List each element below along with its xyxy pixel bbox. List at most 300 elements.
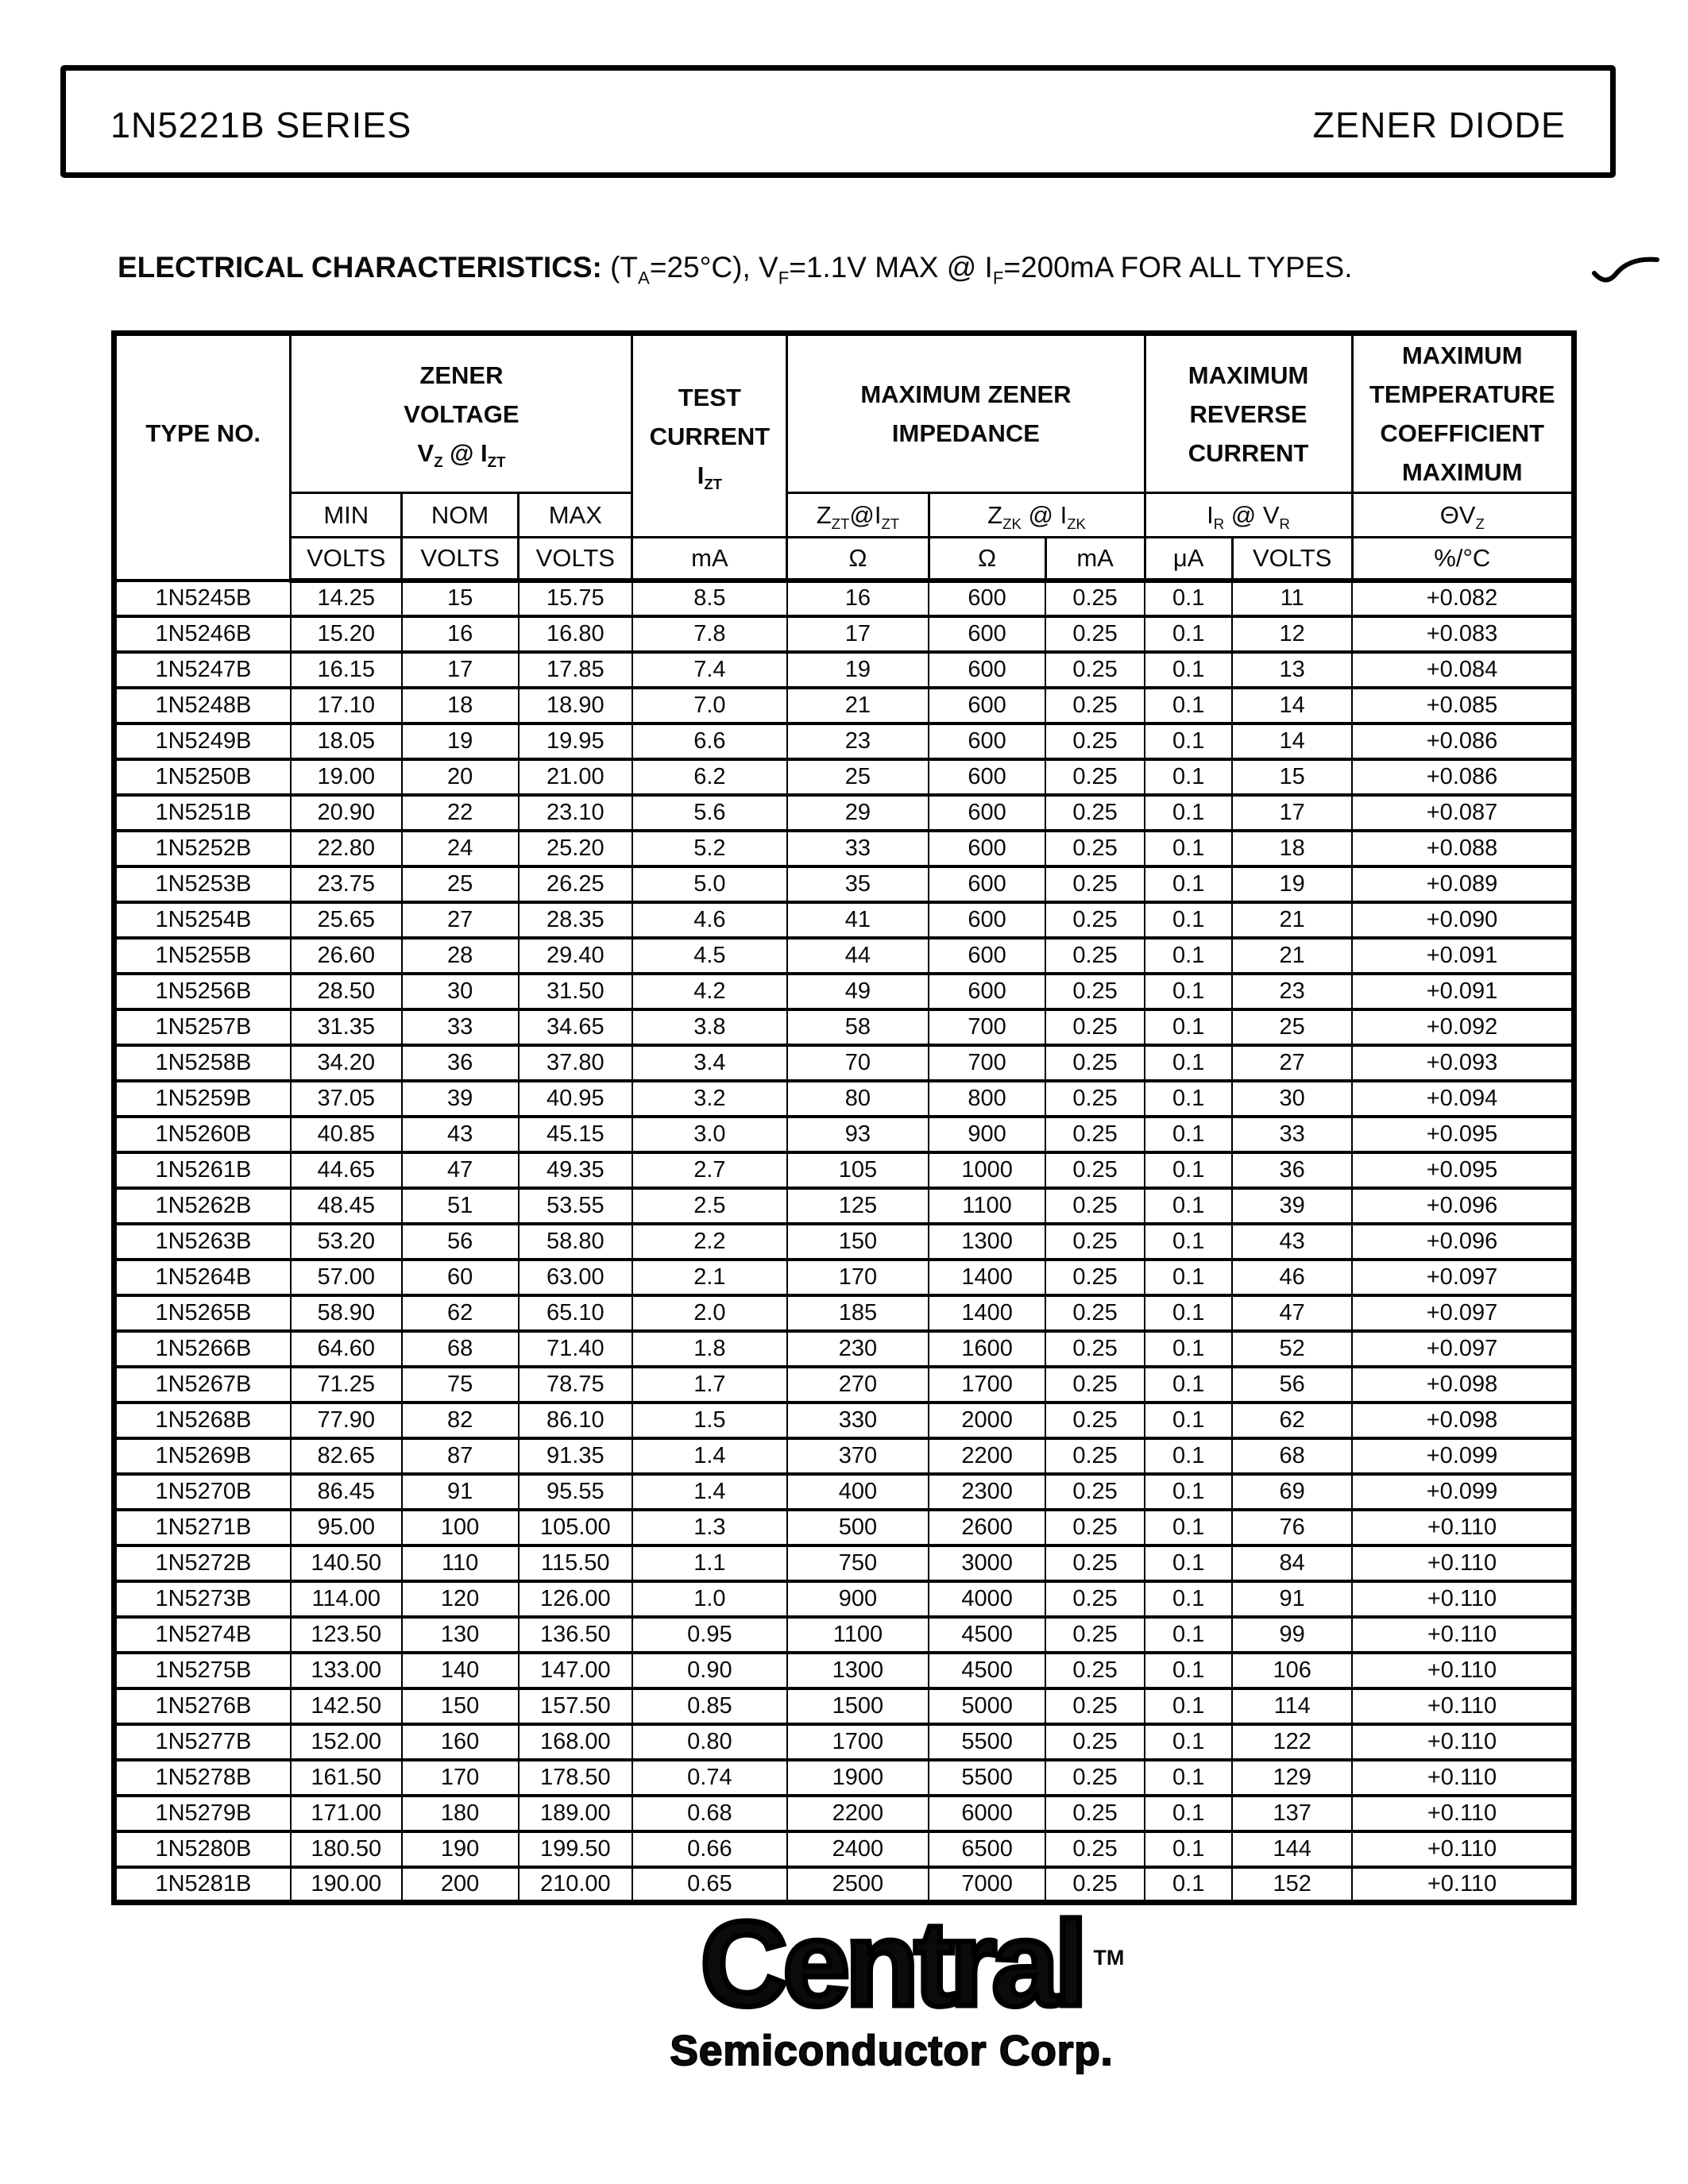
value-cell: +0.095 — [1352, 1117, 1574, 1152]
value-cell: 44 — [787, 938, 929, 974]
value-cell: 23.75 — [291, 866, 402, 902]
value-cell: 190 — [402, 1831, 519, 1867]
value-cell: 82 — [402, 1403, 519, 1438]
value-cell: 2400 — [787, 1831, 929, 1867]
table-row — [114, 1796, 1574, 1831]
value-cell: 0.25 — [1045, 1510, 1145, 1545]
value-cell: 3000 — [929, 1545, 1045, 1581]
trademark-symbol: TM — [1093, 1946, 1125, 1970]
value-cell: 230 — [787, 1331, 929, 1367]
value-cell: 110 — [402, 1545, 519, 1581]
value-cell: 68 — [1232, 1438, 1352, 1474]
value-cell: 600 — [929, 902, 1045, 938]
value-cell: 84 — [1232, 1545, 1352, 1581]
value-cell: 25 — [1232, 1009, 1352, 1045]
value-cell: 52 — [1232, 1331, 1352, 1367]
value-cell: 160 — [402, 1724, 519, 1760]
table-row — [114, 795, 1574, 831]
type-no-cell: 1N5281B — [114, 1867, 291, 1903]
value-cell: 129 — [1232, 1760, 1352, 1796]
table-row — [114, 1009, 1574, 1045]
logo-wordmark: Central TM — [700, 1897, 1125, 2032]
value-cell: 0.68 — [632, 1796, 787, 1831]
value-cell: 0.1 — [1145, 1581, 1232, 1617]
value-cell: 1400 — [929, 1295, 1045, 1331]
value-cell: 2.5 — [632, 1188, 787, 1224]
value-cell: +0.110 — [1352, 1581, 1574, 1617]
value-cell: +0.086 — [1352, 759, 1574, 795]
value-cell: 0.25 — [1045, 1045, 1145, 1081]
value-cell: 58.90 — [291, 1295, 402, 1331]
table-row — [114, 1617, 1574, 1653]
value-cell: 600 — [929, 938, 1045, 974]
value-cell: 2.7 — [632, 1152, 787, 1188]
value-cell: 0.25 — [1045, 1581, 1145, 1617]
type-no-cell: 1N5278B — [114, 1760, 291, 1796]
value-cell: 0.25 — [1045, 938, 1145, 974]
value-cell: 0.25 — [1045, 1260, 1145, 1295]
value-cell: +0.110 — [1352, 1831, 1574, 1867]
value-cell: 95.55 — [519, 1474, 632, 1510]
value-cell: 0.1 — [1145, 1796, 1232, 1831]
type-no-cell: 1N5272B — [114, 1545, 291, 1581]
table-row — [114, 1545, 1574, 1581]
value-cell: 190.00 — [291, 1867, 402, 1903]
value-cell: 7000 — [929, 1867, 1045, 1903]
value-cell: 0.1 — [1145, 1331, 1232, 1367]
value-cell: 11 — [1232, 581, 1352, 616]
value-cell: 7.0 — [632, 688, 787, 723]
type-no-cell: 1N5275B — [114, 1653, 291, 1688]
header-max-temp-coefficient: MAXIMUM TEMPERATURE COEFFICIENT MAXIMUM — [1352, 334, 1574, 493]
value-cell: 36 — [402, 1045, 519, 1081]
value-cell: 40.85 — [291, 1117, 402, 1152]
value-cell: 4000 — [929, 1581, 1045, 1617]
value-cell: +0.090 — [1352, 902, 1574, 938]
value-cell: 24 — [402, 831, 519, 866]
value-cell: 900 — [929, 1117, 1045, 1152]
table-row — [114, 1581, 1574, 1617]
value-cell: 4.5 — [632, 938, 787, 974]
value-cell: 2.1 — [632, 1260, 787, 1295]
value-cell: +0.089 — [1352, 866, 1574, 902]
value-cell: 29.40 — [519, 938, 632, 974]
value-cell: 14 — [1232, 723, 1352, 759]
value-cell: 21 — [1232, 938, 1352, 974]
value-cell: 600 — [929, 688, 1045, 723]
value-cell: 270 — [787, 1367, 929, 1403]
table-row — [114, 1367, 1574, 1403]
value-cell: +0.097 — [1352, 1295, 1574, 1331]
value-cell: 5.6 — [632, 795, 787, 831]
value-cell: 370 — [787, 1438, 929, 1474]
product-title: ZENER DIODE — [1312, 105, 1566, 145]
type-no-cell: 1N5261B — [114, 1152, 291, 1188]
table-row — [114, 1438, 1574, 1474]
value-cell: +0.096 — [1352, 1224, 1574, 1260]
value-cell: 4500 — [929, 1617, 1045, 1653]
value-cell: 600 — [929, 652, 1045, 688]
header-max-zener-impedance: MAXIMUM ZENER IMPEDANCE — [787, 334, 1145, 493]
value-cell: 28.35 — [519, 902, 632, 938]
value-cell: 23.10 — [519, 795, 632, 831]
value-cell: 37.05 — [291, 1081, 402, 1117]
value-cell: 0.25 — [1045, 831, 1145, 866]
value-cell: 4.2 — [632, 974, 787, 1009]
value-cell: 0.25 — [1045, 1295, 1145, 1331]
value-cell: +0.083 — [1352, 616, 1574, 652]
value-cell: 69 — [1232, 1474, 1352, 1510]
value-cell: 0.65 — [632, 1867, 787, 1903]
value-cell: 31.50 — [519, 974, 632, 1009]
value-cell: 31.35 — [291, 1009, 402, 1045]
value-cell: 15.75 — [519, 581, 632, 616]
value-cell: +0.099 — [1352, 1474, 1574, 1510]
value-cell: 19 — [402, 723, 519, 759]
value-cell: 1700 — [929, 1367, 1045, 1403]
value-cell: 75 — [402, 1367, 519, 1403]
value-cell: 56 — [402, 1224, 519, 1260]
table-row — [114, 1152, 1574, 1188]
value-cell: 900 — [787, 1581, 929, 1617]
value-cell: 1700 — [787, 1724, 929, 1760]
value-cell: 21 — [787, 688, 929, 723]
value-cell: 2600 — [929, 1510, 1045, 1545]
value-cell: 53.20 — [291, 1224, 402, 1260]
table-row — [114, 688, 1574, 723]
value-cell: 63.00 — [519, 1260, 632, 1295]
table-body — [114, 581, 1574, 1903]
value-cell: 33 — [1232, 1117, 1352, 1152]
value-cell: 29 — [787, 795, 929, 831]
value-cell: 0.1 — [1145, 759, 1232, 795]
value-cell: 210.00 — [519, 1867, 632, 1903]
header-test-current: TEST CURRENT $I_{ZT}$ — [632, 334, 787, 538]
unit-ua-ir: μA — [1145, 538, 1232, 581]
value-cell: 0.25 — [1045, 759, 1145, 795]
value-cell: 600 — [929, 581, 1045, 616]
value-cell: 22 — [402, 795, 519, 831]
table-row — [114, 1510, 1574, 1545]
value-cell: 0.25 — [1045, 1760, 1145, 1796]
table-row — [114, 1474, 1574, 1510]
value-cell: 0.1 — [1145, 1260, 1232, 1295]
value-cell: 35 — [787, 866, 929, 902]
value-cell: 43 — [402, 1117, 519, 1152]
value-cell: 23 — [1232, 974, 1352, 1009]
value-cell: 19.95 — [519, 723, 632, 759]
value-cell: 17 — [402, 652, 519, 688]
section-title — [118, 251, 1353, 288]
value-cell: 6000 — [929, 1796, 1045, 1831]
value-cell: 136.50 — [519, 1617, 632, 1653]
unit-ma-izt: mA — [632, 538, 787, 581]
header-box — [60, 65, 1616, 178]
value-cell: 1100 — [787, 1617, 929, 1653]
value-cell: 18 — [402, 688, 519, 723]
value-cell: 0.25 — [1045, 1545, 1145, 1581]
type-no-cell: 1N5262B — [114, 1188, 291, 1224]
value-cell: 37.80 — [519, 1045, 632, 1081]
value-cell: 0.25 — [1045, 1796, 1145, 1831]
type-no-cell: 1N5251B — [114, 795, 291, 831]
table-row — [114, 902, 1574, 938]
value-cell: 0.1 — [1145, 1653, 1232, 1688]
value-cell: 49 — [787, 974, 929, 1009]
value-cell: 62 — [402, 1295, 519, 1331]
value-cell: 56 — [1232, 1367, 1352, 1403]
value-cell: 0.1 — [1145, 795, 1232, 831]
value-cell: 180.50 — [291, 1831, 402, 1867]
table-row — [114, 1045, 1574, 1081]
value-cell: 0.1 — [1145, 652, 1232, 688]
value-cell: 1.4 — [632, 1438, 787, 1474]
value-cell: 0.1 — [1145, 1438, 1232, 1474]
type-no-cell: 1N5249B — [114, 723, 291, 759]
value-cell: 3.2 — [632, 1081, 787, 1117]
value-cell: 21.00 — [519, 759, 632, 795]
type-no-cell: 1N5264B — [114, 1260, 291, 1295]
value-cell: 60 — [402, 1260, 519, 1295]
value-cell: 18 — [1232, 831, 1352, 866]
value-cell: 7.4 — [632, 652, 787, 688]
value-cell: 30 — [1232, 1081, 1352, 1117]
value-cell: 93 — [787, 1117, 929, 1152]
type-no-cell: 1N5267B — [114, 1367, 291, 1403]
value-cell: 180 — [402, 1796, 519, 1831]
value-cell: 0.25 — [1045, 652, 1145, 688]
value-cell: 20.90 — [291, 795, 402, 831]
value-cell: 199.50 — [519, 1831, 632, 1867]
value-cell: 120 — [402, 1581, 519, 1617]
value-cell: 25 — [787, 759, 929, 795]
header-zzk-izk: $Z_{ZK}$ @ $I_{ZK}$ — [929, 493, 1145, 538]
value-cell: 147.00 — [519, 1653, 632, 1688]
value-cell: 16.80 — [519, 616, 632, 652]
value-cell: +0.086 — [1352, 723, 1574, 759]
value-cell: 4.6 — [632, 902, 787, 938]
type-no-cell: 1N5277B — [114, 1724, 291, 1760]
value-cell: 1.7 — [632, 1367, 787, 1403]
value-cell: 46 — [1232, 1260, 1352, 1295]
value-cell: 1.1 — [632, 1545, 787, 1581]
value-cell: 0.1 — [1145, 723, 1232, 759]
value-cell: 152 — [1232, 1867, 1352, 1903]
value-cell: 13 — [1232, 652, 1352, 688]
value-cell: 1300 — [929, 1224, 1045, 1260]
table-row — [114, 759, 1574, 795]
value-cell: 700 — [929, 1045, 1045, 1081]
value-cell: 171.00 — [291, 1796, 402, 1831]
value-cell: 16 — [787, 581, 929, 616]
value-cell: 330 — [787, 1403, 929, 1438]
value-cell: 39 — [1232, 1188, 1352, 1224]
value-cell: 0.25 — [1045, 1867, 1145, 1903]
value-cell: 0.1 — [1145, 1867, 1232, 1903]
type-no-cell: 1N5274B — [114, 1617, 291, 1653]
value-cell: 144 — [1232, 1831, 1352, 1867]
electrical-characteristics-label: ELECTRICAL CHARACTERISTICS: — [118, 251, 602, 284]
value-cell: 0.66 — [632, 1831, 787, 1867]
table-row — [114, 1260, 1574, 1295]
table-row — [114, 831, 1574, 866]
value-cell: +0.091 — [1352, 938, 1574, 974]
unit-volts-min: VOLTS — [291, 538, 402, 581]
value-cell: 22.80 — [291, 831, 402, 866]
table-row — [114, 866, 1574, 902]
value-cell: 0.1 — [1145, 1081, 1232, 1117]
value-cell: 34.65 — [519, 1009, 632, 1045]
table-row — [114, 723, 1574, 759]
type-no-cell: 1N5257B — [114, 1009, 291, 1045]
value-cell: 5000 — [929, 1688, 1045, 1724]
value-cell: +0.098 — [1352, 1403, 1574, 1438]
type-no-cell: 1N5276B — [114, 1688, 291, 1724]
value-cell: 39 — [402, 1081, 519, 1117]
table-row — [114, 1188, 1574, 1224]
value-cell: 0.25 — [1045, 1081, 1145, 1117]
value-cell: 33 — [787, 831, 929, 866]
value-cell: 17 — [787, 616, 929, 652]
header-ir-vr: $I_R$ @ $V_R$ — [1145, 493, 1352, 538]
value-cell: 45.15 — [519, 1117, 632, 1152]
type-no-cell: 1N5246B — [114, 616, 291, 652]
value-cell: +0.082 — [1352, 581, 1574, 616]
value-cell: 0.25 — [1045, 1331, 1145, 1367]
value-cell: 168.00 — [519, 1724, 632, 1760]
table-row — [114, 1724, 1574, 1760]
value-cell: 2.2 — [632, 1224, 787, 1260]
value-cell: +0.097 — [1352, 1331, 1574, 1367]
value-cell: 750 — [787, 1545, 929, 1581]
value-cell: 15 — [402, 581, 519, 616]
value-cell: 25.65 — [291, 902, 402, 938]
value-cell: +0.091 — [1352, 974, 1574, 1009]
value-cell: 126.00 — [519, 1581, 632, 1617]
value-cell: 189.00 — [519, 1796, 632, 1831]
value-cell: +0.085 — [1352, 688, 1574, 723]
type-no-cell: 1N5250B — [114, 759, 291, 795]
header-theta-vz: $\Theta V_Z$ — [1352, 493, 1574, 538]
value-cell: 7.8 — [632, 616, 787, 652]
value-cell: 500 — [787, 1510, 929, 1545]
type-no-cell: 1N5260B — [114, 1117, 291, 1152]
value-cell: 0.25 — [1045, 581, 1145, 616]
value-cell: 78.75 — [519, 1367, 632, 1403]
value-cell: 600 — [929, 616, 1045, 652]
value-cell: 91 — [402, 1474, 519, 1510]
value-cell: 170 — [787, 1260, 929, 1295]
value-cell: 400 — [787, 1474, 929, 1510]
unit-volts-nom: VOLTS — [402, 538, 519, 581]
value-cell: 2.0 — [632, 1295, 787, 1331]
value-cell: +0.110 — [1352, 1796, 1574, 1831]
value-cell: +0.097 — [1352, 1260, 1574, 1295]
value-cell: 17.10 — [291, 688, 402, 723]
central-logo — [0, 1897, 1688, 2075]
value-cell: 23 — [787, 723, 929, 759]
value-cell: 12 — [1232, 616, 1352, 652]
value-cell: 57.00 — [291, 1260, 402, 1295]
table-row — [114, 1760, 1574, 1796]
value-cell: 0.1 — [1145, 1510, 1232, 1545]
value-cell: 0.25 — [1045, 1403, 1145, 1438]
value-cell: +0.084 — [1352, 652, 1574, 688]
value-cell: 157.50 — [519, 1688, 632, 1724]
value-cell: 0.1 — [1145, 1224, 1232, 1260]
table-row — [114, 616, 1574, 652]
value-cell: 40.95 — [519, 1081, 632, 1117]
value-cell: +0.110 — [1352, 1867, 1574, 1903]
value-cell: +0.094 — [1352, 1081, 1574, 1117]
type-no-cell: 1N5273B — [114, 1581, 291, 1617]
type-no-cell: 1N5268B — [114, 1403, 291, 1438]
value-cell: 19 — [1232, 866, 1352, 902]
value-cell: 91 — [1232, 1581, 1352, 1617]
value-cell: 0.1 — [1145, 1831, 1232, 1867]
logo-subtitle: Semiconductor Corp. — [670, 2028, 1114, 2074]
header-nom: NOM — [402, 493, 519, 538]
value-cell: 19.00 — [291, 759, 402, 795]
value-cell: 86.45 — [291, 1474, 402, 1510]
value-cell: 1.8 — [632, 1331, 787, 1367]
value-cell: 71.40 — [519, 1331, 632, 1367]
unit-ohm-zzk: Ω — [929, 538, 1045, 581]
value-cell: 0.1 — [1145, 1188, 1232, 1224]
value-cell: 0.1 — [1145, 581, 1232, 616]
value-cell: 115.50 — [519, 1545, 632, 1581]
value-cell: 6.6 — [632, 723, 787, 759]
value-cell: 0.25 — [1045, 1152, 1145, 1188]
value-cell: 125 — [787, 1188, 929, 1224]
value-cell: 106 — [1232, 1653, 1352, 1688]
value-cell: 49.35 — [519, 1152, 632, 1188]
value-cell: 0.1 — [1145, 974, 1232, 1009]
value-cell: 600 — [929, 866, 1045, 902]
value-cell: 0.1 — [1145, 831, 1232, 866]
value-cell: +0.110 — [1352, 1653, 1574, 1688]
type-no-cell: 1N5252B — [114, 831, 291, 866]
value-cell: 28 — [402, 938, 519, 974]
header-max-reverse-current: MAXIMUM REVERSE CURRENT — [1145, 334, 1352, 493]
value-cell: +0.110 — [1352, 1545, 1574, 1581]
type-no-cell: 1N5270B — [114, 1474, 291, 1510]
value-cell: 51 — [402, 1188, 519, 1224]
table-row — [114, 974, 1574, 1009]
type-no-cell: 1N5258B — [114, 1045, 291, 1081]
value-cell: 21 — [1232, 902, 1352, 938]
value-cell: 0.25 — [1045, 1438, 1145, 1474]
table-header — [114, 334, 1574, 581]
type-no-cell: 1N5279B — [114, 1796, 291, 1831]
value-cell: 1.5 — [632, 1403, 787, 1438]
value-cell: 0.74 — [632, 1760, 787, 1796]
value-cell: 0.1 — [1145, 1117, 1232, 1152]
type-no-cell: 1N5259B — [114, 1081, 291, 1117]
value-cell: 28.50 — [291, 974, 402, 1009]
value-cell: 0.25 — [1045, 723, 1145, 759]
value-cell: 15.20 — [291, 616, 402, 652]
value-cell: 0.25 — [1045, 795, 1145, 831]
value-cell: 600 — [929, 974, 1045, 1009]
value-cell: 185 — [787, 1295, 929, 1331]
value-cell: 8.5 — [632, 581, 787, 616]
value-cell: 5500 — [929, 1760, 1045, 1796]
table-row — [114, 1331, 1574, 1367]
unit-volts-max: VOLTS — [519, 538, 632, 581]
type-no-cell: 1N5280B — [114, 1831, 291, 1867]
test-conditions-text: $(T_A=25^\circ C)$, $V_F=1.1V$ MAX @ $I_F=200mA$ FOR ALL TYPES. — [601, 251, 1353, 288]
